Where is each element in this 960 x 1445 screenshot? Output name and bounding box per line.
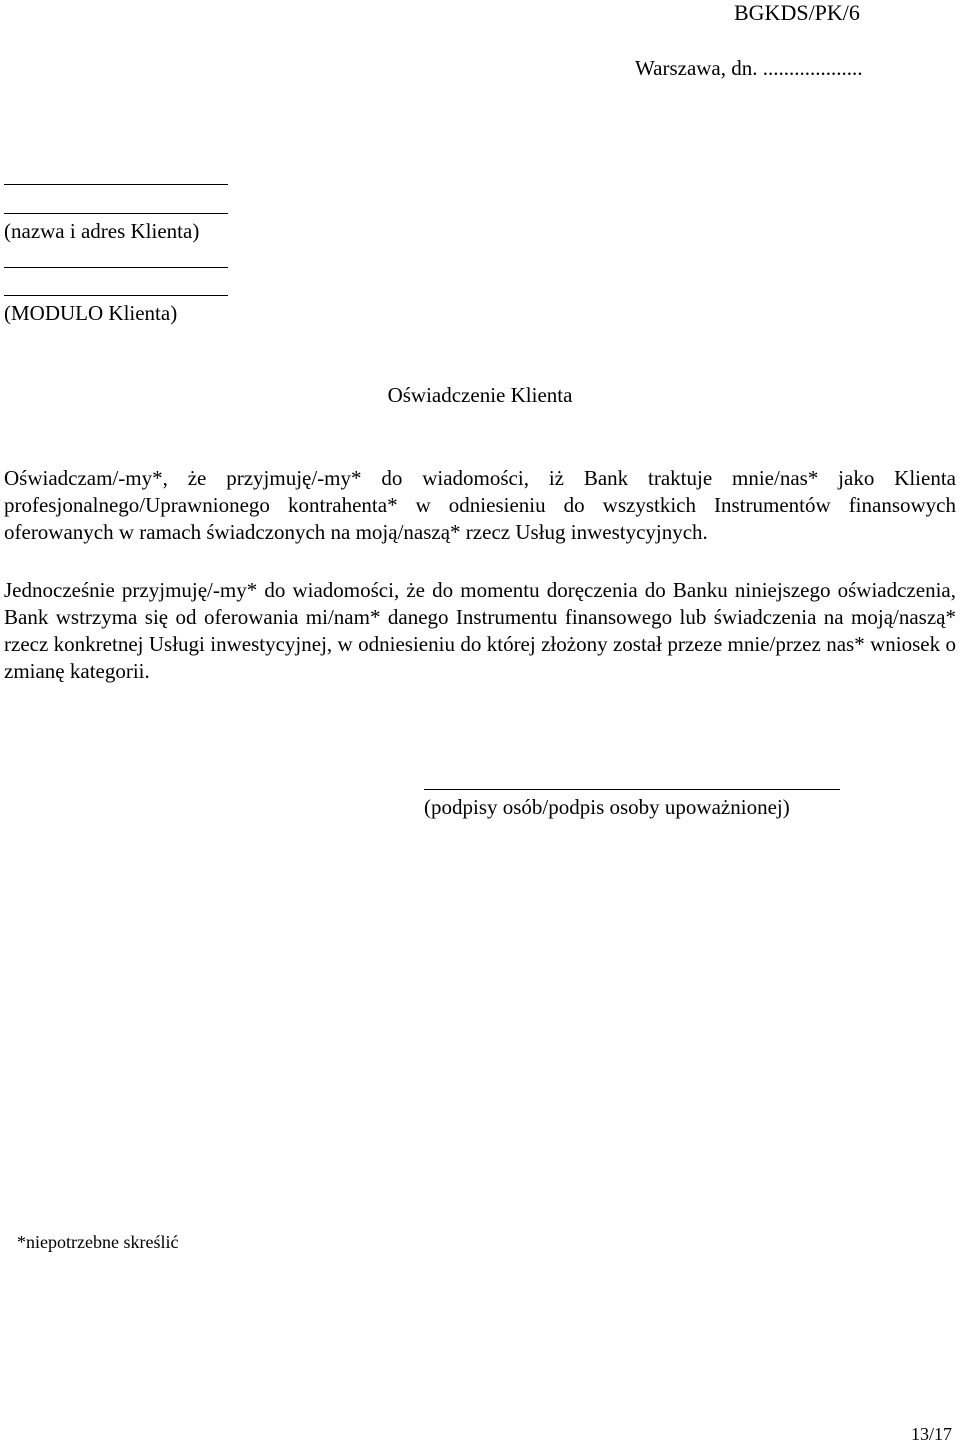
modulo-line-1 bbox=[4, 267, 228, 268]
client-name-line bbox=[4, 184, 228, 185]
acknowledgement-paragraph: Jednocześnie przyjmuję/-my* do wiadomości, że do momentu doręczenia do Banku niniejszego oświadczenia, Bank wstrzyma się od oferowania mi/nam* danego Instrumentu finansowego lub świadczenia na moją/naszą* rzecz konkretnej Usługi inwestycyjnej, w odniesieniu do której złożony został przeze mnie/przez nas* wniosek o zmianę kategorii. bbox=[4, 578, 956, 683]
page-number: 13/17 bbox=[911, 1424, 953, 1444]
document-title: Oświadczenie Klienta bbox=[387, 383, 573, 407]
document-code: BGKDS/PK/6 bbox=[734, 0, 860, 25]
signature-line bbox=[424, 789, 840, 790]
client-name-address-label: (nazwa i adres Klienta) bbox=[4, 219, 200, 243]
modulo-label: (MODULO Klienta) bbox=[4, 301, 178, 325]
footnote: *niepotrzebne skreślić bbox=[17, 1232, 179, 1252]
modulo-line-2 bbox=[4, 295, 228, 296]
declaration-paragraph: Oświadczam/-my*, że przyjmuję/-my* do wiadomości, iż Bank traktuje mnie/nas* jako Klienta profesjonalnego/Uprawnionego kontrahenta* w odniesieniu do wszystkich Instrumentów finansowych oferowanych w ramach świadczonych na moją/naszą* rzecz Usług inwestycyjnych. bbox=[4, 466, 956, 544]
client-address-line bbox=[4, 213, 228, 214]
signature-label: (podpisy osób/podpis osoby upoważnionej) bbox=[424, 795, 790, 819]
place-date: Warszawa, dn. ................... bbox=[635, 56, 863, 80]
